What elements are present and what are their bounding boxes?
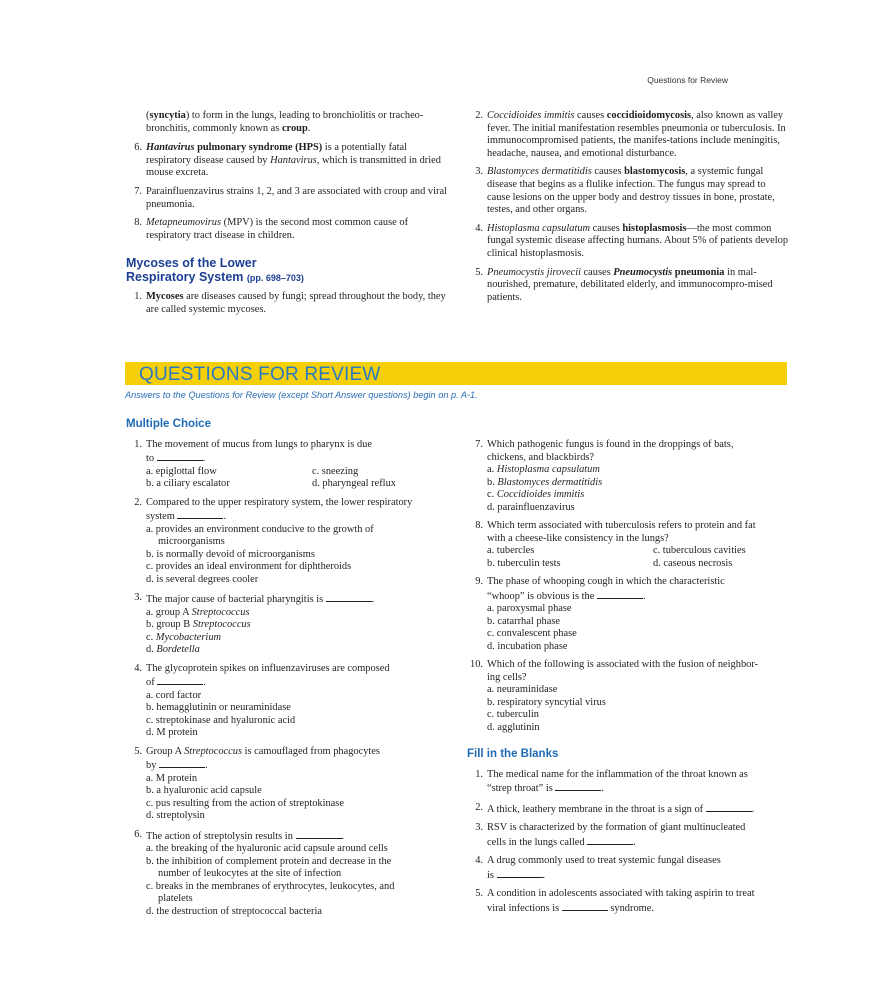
- option: c. streptokinase and hyaluronic acid: [146, 714, 296, 726]
- review-banner-title: QUESTIONS FOR REVIEW: [139, 364, 381, 385]
- option: b. a ciliary escalator: [146, 478, 230, 489]
- question-item: 3. The major cause of bacterial pharyngitis is . a. group A Streptococcus b. group B Streptococcus c. Mycobacterium d. Bordetella: [128, 592, 458, 657]
- option: b. is normally devoid of microorganisms: [146, 548, 315, 560]
- option: b. group B Streptococcus: [146, 619, 251, 630]
- list-item: 7. Parainfluenzavirus strains 1, 2, and 3 are associated with croup and viral pneumonia.: [134, 185, 447, 210]
- question-item: 4. The glycoprotein spikes on influenzaviruses are composed of . a. cord factor b. hemagglutinin or neuraminidase c. streptokinase and hyaluronic acid d. M protein: [128, 663, 458, 740]
- option: a. group A Streptococcus: [146, 606, 250, 618]
- list-item: 1. Mycoses are diseases caused by fungi; spread throughout the body, they are called systemic mycoses.: [134, 291, 446, 315]
- option: c. Mycobacterium: [146, 631, 222, 643]
- question-item: 2. Compared to the upper respiratory system, the lower respiratory system . a. provides an environment conducive to the growth of microorganisms b. is normally devoid of microorganisms c. provides an ideal environment for diphtheroids d. is several degrees cooler: [128, 497, 458, 587]
- option: d. the destruction of streptococcal bacteria: [146, 905, 322, 917]
- list-item: (syncytia) to form in the lungs, leading to bronchiolitis or tracheo-bronchitis, commonly known as croup.: [146, 110, 424, 134]
- list-item: 5. Pneumocystis jirovecii causes Pneumocystis pneumonia in mal-nourished, premature, debilitated elderly, and immunocompro-mised patients.: [475, 266, 773, 303]
- top-left-column: [128, 110, 448, 323]
- option: d. agglutinin: [487, 721, 540, 733]
- question-item: 5. A condition in adolescents associated with taking aspirin to treat viral infections is syndrome.: [475, 888, 755, 914]
- question-item: 8. Which term associated with tuberculosis refers to protein and fat with a cheese-like consistency in the lungs? a. tubercles c. tuberculous cavities b. tuberculin tests d. caseous necrosis: [469, 520, 794, 570]
- option: c. Coccidioides immitis: [487, 489, 585, 500]
- option: a. cord factor: [146, 689, 202, 701]
- list-item: 3. Blastomyces dermatitidis causes blastomycosis, a systemic fungal disease that begins as a flulike infection. The fungus may spread to cause lesions on the upper body and destroy tissues in bone, prostate, testes, and other organs.: [475, 166, 775, 216]
- question-item: 9. The phase of whooping cough in which the characteristic “whoop” is obvious is the . a. paroxysmal phase b. catarrhal phase c. convalescent phase d. incubation phase: [469, 576, 794, 653]
- option: d. streptolysin: [146, 810, 205, 821]
- option: a. Histoplasma capsulatum: [487, 464, 600, 475]
- option: b. catarrhal phase: [487, 615, 560, 627]
- mc-right-column: [469, 439, 794, 921]
- option: d. incubation phase: [487, 640, 568, 652]
- question-item: 5. Group A Streptococcus is camouflaged from phagocytes by . a. M protein b. a hyaluronic acid capsule c. pus resulting from the action of streptokinase d. streptolysin: [128, 746, 458, 823]
- option: c. breaks in the membranes of erythrocytes, leukocytes, and: [146, 880, 395, 892]
- option: c. sneezing: [312, 465, 359, 477]
- question-item: 3. RSV is characterized by the formation of giant multinucleated cells in the lungs called .: [475, 822, 746, 848]
- question-item: 4. A drug commonly used to treat systemic fungal diseases is .: [475, 855, 721, 881]
- option: d. Bordetella: [146, 644, 200, 655]
- option: b. a hyaluronic acid capsule: [146, 785, 262, 796]
- top-right-column: [469, 110, 789, 310]
- answers-note: Answers to the Questions for Review (except Short Answer questions) begin on p. A-1.: [125, 390, 478, 400]
- question-item: 1. The movement of mucus from lungs to pharynx is due to . a. epiglottal flow c. sneezing b. a ciliary escalator d. pharyngeal reflux: [128, 439, 458, 491]
- option: b. hemagglutinin or neuraminidase: [146, 702, 291, 713]
- option: b. Blastomyces dermatitidis: [487, 476, 603, 488]
- list-item: 8. Metapneumovirus (MPV) is the second most common cause of respiratory tract disease in children.: [134, 217, 409, 241]
- list-item: 6. Hantavirus pulmonary syndrome (HPS) is a potentially fatal respiratory disease caused by Hantavirus, which is transmitted in dried mouse excreta.: [134, 142, 441, 179]
- option: d. pharyngeal reflux: [312, 478, 396, 489]
- question-item: 6. The action of streptolysin results in . a. the breaking of the hyaluronic acid capsule around cells b. the inhibition of complement protein and decrease in the number of leukocytes at the site of infection c. breaks in the membranes of erythrocytes, leukocytes, and platelets d. the destruction of streptococcal bacteria: [128, 829, 458, 919]
- option: b. tuberculin tests: [487, 557, 561, 569]
- option: c. pus resulting from the action of streptokinase: [146, 797, 344, 809]
- option: a. M protein: [146, 772, 198, 784]
- option: a. tubercles: [487, 545, 535, 556]
- option: c. tuberculin: [487, 709, 539, 720]
- fill-blanks-heading: Fill in the Blanks: [467, 748, 559, 760]
- option: d. M protein: [146, 727, 198, 738]
- section-title-mycoses: Mycoses of the Lower Respiratory System (pp. 698–703): [126, 256, 304, 285]
- question-item: 7. Which pathogenic fungus is found in the droppings of bats, chickens, and blackbirds? a. Histoplasma capsulatum b. Blastomyces dermatitidis c. Coccidioides immitis d. parainfluenzavirus: [469, 439, 794, 514]
- question-item: 2. A thick, leathery membrane in the throat is a sign of .: [475, 801, 755, 815]
- option: b. respiratory syncytial virus: [487, 696, 606, 708]
- option: c. tuberculous cavities: [653, 545, 746, 556]
- list-item: 2. Coccidioides immitis causes coccidioidomycosis, also known as valley fever. The initial manifestation resembles pneumonia or tuberculosis. In immunocompromised patients, the manifes-tations include meningitis, headache, nausea, and emotional disturbance.: [475, 110, 786, 159]
- option: d. caseous necrosis: [653, 557, 733, 569]
- option: b. the inhibition of complement protein and decrease in the: [146, 855, 392, 867]
- mc-left-column: [128, 418, 458, 924]
- option: c. provides an ideal environment for diphtheroids: [146, 561, 352, 572]
- option: a. provides an environment conducive to the growth of: [146, 523, 374, 535]
- option: a. epiglottal flow: [146, 465, 217, 477]
- option: a. the breaking of the hyaluronic acid capsule around cells: [146, 843, 388, 854]
- multiple-choice-heading: Multiple Choice: [126, 418, 211, 430]
- running-head: Questions for Review: [647, 75, 728, 85]
- option: d. is several degrees cooler: [146, 573, 259, 585]
- option: a. neuraminidase: [487, 684, 558, 695]
- option: c. convalescent phase: [487, 628, 577, 639]
- question-item: 1. The medical name for the inflammation of the throat known as “strep throat” is .: [475, 768, 748, 794]
- question-item: 10. Which of the following is associated with the fusion of neighbor- ing cells? a. neuraminidase b. respiratory syncytial virus c. tuberculin d. agglutinin: [469, 659, 794, 734]
- list-item: 4. Histoplasma capsulatum causes histoplasmosis—the most common fungal systemic disease affecting humans. About 5% of patients develop clinical histoplasmosis.: [475, 222, 789, 259]
- option: a. paroxysmal phase: [487, 603, 572, 614]
- option: d. parainfluenzavirus: [487, 501, 575, 513]
